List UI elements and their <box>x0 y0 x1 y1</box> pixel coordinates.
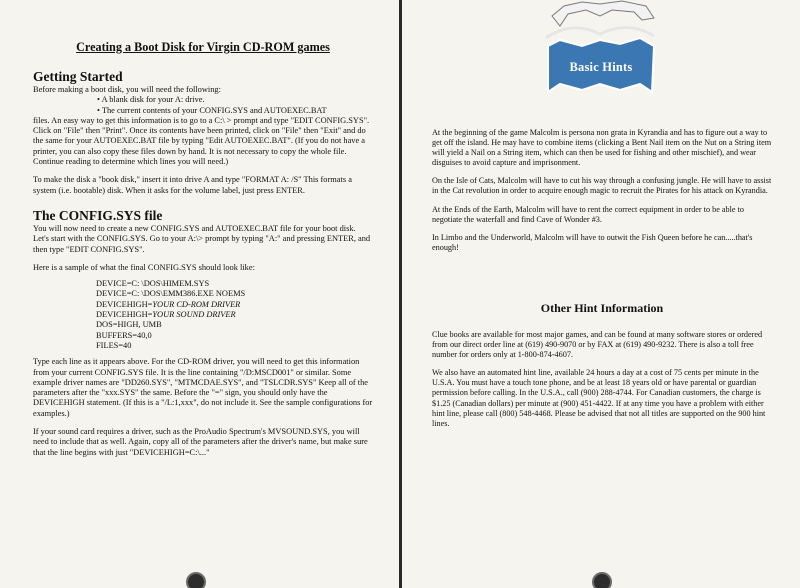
getting-started-instructions: files. An easy way to get this information is to go to a C:\ > prompt and type "EDIT CONFIG.SYS". Click on "File" then "Print". Once its contents have been printed, click on "File" then "Exit" and do the same for your AUTOEXEC.BAT file by typing "Edit AUTOEXEC.BAT". (If you do not have a printer, you can also copy these files down by hand. It is not necessary to copy the whole file. Continue reading to determine which lines you will need.) <box>33 115 370 167</box>
sound-driver-instructions: If your sound card requires a driver, such as the ProAudio Spectrum's MVSOUND.SYS, you will need to include that as well. Again, copy all of the parameters after the driver's name, but make sure that the line begins with just "DEVICEHIGH=C:\..." <box>33 427 368 457</box>
right-page-content <box>432 128 772 429</box>
config-line: DEVICE=C: \DOS\HIMEM.SYS <box>96 279 210 289</box>
hint-line-paragraph: We also have an automated hint line, available 24 hours a day at a cost of 75 cents per minute in the U.S.A. You must have a touch tone phone, and be at least 18 years old or have parental or guardian permission before calling. In the U.S.A., call (900) 288-4744. For Canadian customers, the charge is $1.25 (Canadian dollars) per minute at (900) 451-4422. If at any time you have a problem with either hint line, please call (800) 548-4468. Please be advised that not all titles are supported on the 900 hint lines. <box>432 368 766 428</box>
getting-started-heading: Getting Started <box>33 69 123 84</box>
right-page <box>402 0 800 588</box>
basic-hints-banner: Basic Hints <box>569 60 633 74</box>
cdrom-driver-instructions: Type each line as it appears above. For the CD-ROM driver, you will need to get this information from your current CONFIG.SYS file. It is the line containing "/D:MSCD001" or similar. Some example driver names are "DD260.SYS", "MTMCDAE.SYS", and "TSLCDR.SYS" Keep all of the parameters after the "xxx.SYS" the same. Before the "=" sign, you should only have the DEVICEHIGH statement. (If this is a "/L:1,xxx", do not include it. See the sample configurations for examples.) <box>33 357 373 418</box>
config-line: DEVICE=C: \DOS\EMM386.EXE NOEMS <box>96 289 246 299</box>
page-title: Creating a Boot Disk for Virgin CD-ROM games <box>76 40 330 54</box>
config-line: FILES=40 <box>96 340 132 350</box>
requirement-config-files: • The current contents of your CONFIG.SYS and AUTOEXEC.BAT <box>97 105 327 115</box>
requirement-blank-disk: • A blank disk for your A: drive. <box>97 95 205 105</box>
config-line: DEVICEHIGH=YOUR CD-ROM DRIVER <box>96 299 241 309</box>
config-line: DOS=HIGH, UMB <box>96 320 162 330</box>
hint-paragraph: In Limbo and the Underworld, Malcolm will have to outwit the Fish Queen before he can.....that's enough! <box>432 232 753 252</box>
banner-ribbon-icon <box>542 0 658 110</box>
hint-paragraph: At the beginning of the game Malcolm is persona non grata in Kyrandia and has to figure out a way to get off the island. He may have to combine items (clicking a Bent Nail item on the Nut on a String item will yield a Nail on a String item, which can then be used for fishing and other mischief), and wear disguises to avoid capture and imprisonment. <box>432 128 772 168</box>
clue-books-paragraph: Clue books are available for most major games, and can be found at many software stores or ordered from our direct order line at (619) 490-9070 or by FAX at (619) 490-9232. There is also a toll free number for orders only at 1-800-874-4607. <box>432 329 763 360</box>
left-page-content <box>33 40 373 458</box>
page-number-icon <box>186 572 206 588</box>
config-sys-sample-intro: Here is a sample of what the final CONFIG.SYS should look like: <box>33 262 255 272</box>
config-sys-sample <box>96 279 373 351</box>
config-line: DEVICEHIGH=YOUR SOUND DRIVER <box>96 310 236 320</box>
page-number-icon <box>592 572 612 588</box>
config-line: BUFFERS=40,0 <box>96 330 152 340</box>
format-disk-instructions: To make the disk a "book disk," insert it into drive A and type "FORMAT A: /S" This formats a system (i.e. bootable) disk. When it asks for the volume label, just press ENTER. <box>33 175 352 195</box>
other-hint-heading: Other Hint Information <box>540 300 664 315</box>
config-sys-intro: You will now need to create a new CONFIG.SYS and AUTOEXEC.BAT file for your boot disk. Let's start with the CONFIG.SYS. Go to your A:\> prompt by typing "A:" and pressing ENTER, and then type "EDIT CONFIG.SYS". <box>33 223 371 254</box>
hint-paragraph: On the Isle of Cats, Malcolm will have to cut his way through a confusing jungle. He will have to assist in the Cat revolution in order to acquire enough magic to recruit the Pirates for his attack on Kyrandia. <box>432 176 772 196</box>
getting-started-intro: Before making a boot disk, you will need the following: <box>33 85 221 94</box>
hint-paragraph: At the Ends of the Earth, Malcolm will have to rent the correct equipment in order to be able to negotiate the waterfall and find Cave of Wonder #3. <box>432 204 744 224</box>
config-sys-heading: The CONFIG.SYS file <box>33 207 163 223</box>
